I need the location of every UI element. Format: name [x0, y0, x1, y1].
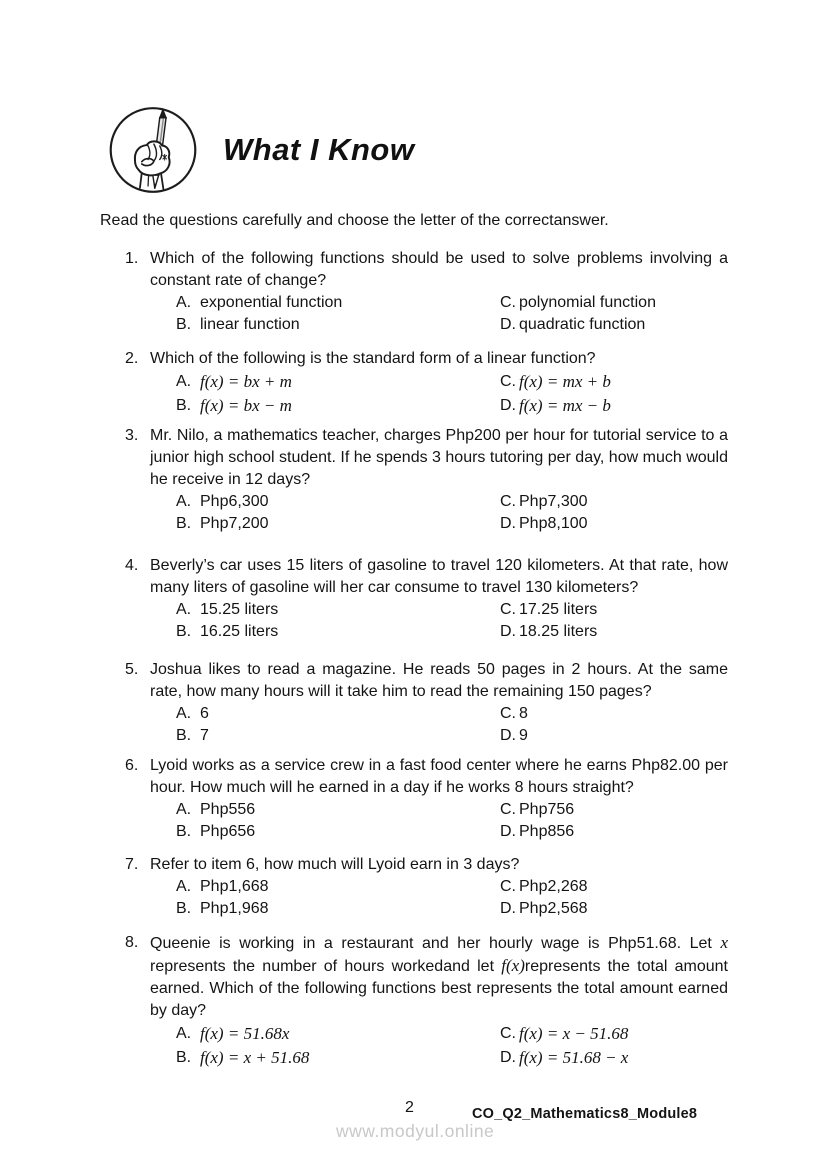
option-text: f(x) = 51.68x — [200, 1024, 290, 1043]
question-text — [150, 555, 728, 599]
option-text: Php8,100 — [519, 515, 588, 532]
option-text: exponential function — [200, 294, 343, 311]
option-d — [500, 621, 728, 643]
option-text: 16.25 liters — [200, 623, 279, 640]
option-text: Php7,300 — [519, 493, 588, 510]
option-text: f(x) = 51.68 − x — [519, 1048, 629, 1067]
option-c — [500, 370, 728, 394]
question-text-segment: Which of the following functions should be used to solve problems involving a constant rate of change? — [150, 250, 728, 289]
option-label: B. — [176, 397, 192, 414]
question-body — [150, 755, 728, 843]
option-c — [500, 599, 728, 621]
option-label: D. — [500, 515, 516, 532]
question-item — [100, 555, 728, 643]
options-grid — [150, 703, 728, 747]
option-label: B. — [176, 623, 192, 640]
option-text: Php556 — [200, 801, 256, 818]
question-item — [100, 348, 728, 418]
option-text: 8 — [519, 705, 528, 722]
question-text-segment: Beverly’s car uses 15 liters of gasoline to travel 120 kilometers. At that rate, how many liters of gasoline will her car consume to travel 130 kilometers? — [150, 557, 728, 596]
option-label: B. — [176, 316, 192, 333]
question-text — [150, 932, 728, 1022]
option-a — [176, 292, 500, 314]
option-text: Php856 — [519, 823, 575, 840]
option-c — [500, 703, 728, 725]
option-text: f(x) = bx + m — [200, 372, 292, 391]
option-b — [176, 394, 500, 418]
option-label: A. — [176, 601, 192, 618]
question-text — [150, 659, 728, 703]
question-body — [150, 348, 728, 418]
page-number: 2 — [405, 1099, 414, 1116]
question-text — [150, 755, 728, 799]
options-grid — [150, 1022, 728, 1070]
option-d — [500, 513, 728, 535]
question-text — [150, 425, 728, 491]
question-item — [100, 425, 728, 535]
question-number: 8. — [125, 934, 139, 951]
option-b — [176, 314, 500, 336]
option-text: quadratic function — [519, 316, 646, 333]
option-text: Php1,668 — [200, 878, 269, 895]
question-body — [150, 932, 728, 1070]
option-label: C. — [500, 878, 516, 895]
option-b — [176, 898, 500, 920]
option-label: B. — [176, 515, 192, 532]
question-text — [150, 248, 728, 292]
option-text: f(x) = mx − b — [519, 396, 611, 415]
option-label: D. — [500, 623, 516, 640]
options-grid — [150, 370, 728, 418]
option-label: C. — [500, 294, 516, 311]
option-d — [500, 394, 728, 418]
option-text: 7 — [200, 727, 209, 744]
option-a — [176, 799, 500, 821]
option-b — [176, 725, 500, 747]
option-label: A. — [176, 878, 192, 895]
question-item — [100, 248, 728, 336]
option-label: A. — [176, 1025, 192, 1042]
question-body — [150, 854, 728, 920]
option-c — [500, 491, 728, 513]
question-text-segment: Joshua likes to read a magazine. He reads 50 pages in 2 hours. At the same rate, how many hours will it take him to read the remaining 150 pages? — [150, 661, 728, 700]
option-text: Php1,968 — [200, 900, 269, 917]
question-number: 3. — [125, 427, 139, 444]
option-label: B. — [176, 727, 192, 744]
option-label: D. — [500, 900, 516, 917]
option-c — [500, 292, 728, 314]
option-label: C. — [500, 373, 516, 390]
question-text-segment: Lyoid works as a service crew in a fast food center where he earns Php82.00 per hour. How much will he earned in a day if he works 8 hours straight? — [150, 757, 728, 796]
question-body — [150, 425, 728, 535]
option-b — [176, 621, 500, 643]
option-a — [176, 370, 500, 394]
question-number: 6. — [125, 757, 139, 774]
option-label: D. — [500, 397, 516, 414]
option-label: A. — [176, 294, 192, 311]
instructions-text: Read the questions carefully and choose the letter of the correctanswer. — [100, 212, 609, 229]
option-d — [500, 821, 728, 843]
option-label: D. — [500, 727, 516, 744]
question-number: 1. — [125, 250, 139, 267]
option-c — [500, 799, 728, 821]
option-label: A. — [176, 493, 192, 510]
option-text: f(x) = x + 51.68 — [200, 1048, 310, 1067]
option-text: Php656 — [200, 823, 256, 840]
section-title: What I Know — [223, 132, 415, 167]
option-c — [500, 1022, 728, 1046]
question-item — [100, 932, 728, 1070]
question-text-segment: represents the number of hours workedand let — [150, 958, 502, 975]
option-b — [176, 821, 500, 843]
option-label: B. — [176, 900, 192, 917]
question-body — [150, 555, 728, 643]
option-label: D. — [500, 823, 516, 840]
option-label: A. — [176, 373, 192, 390]
option-text: f(x) = x − 51.68 — [519, 1024, 629, 1043]
question-item — [100, 854, 728, 920]
hand-writing-pencil-icon — [107, 105, 199, 195]
option-text: 18.25 liters — [519, 623, 598, 640]
question-text-segment: Which of the following is the standard form of a linear function? — [150, 350, 596, 367]
option-a — [176, 1022, 500, 1046]
option-text: Php6,300 — [200, 493, 269, 510]
option-d — [500, 1046, 728, 1070]
option-text: f(x) = mx + b — [519, 372, 611, 391]
question-text — [150, 348, 728, 370]
option-text: 17.25 liters — [519, 601, 598, 618]
option-text: f(x) = bx − m — [200, 396, 292, 415]
question-number: 2. — [125, 350, 139, 367]
question-body — [150, 248, 728, 336]
option-text: Php2,568 — [519, 900, 588, 917]
question-text-segment: Mr. Nilo, a mathematics teacher, charges Php200 per hour for tutorial service to a junior high school student. If he spends 3 hours tutoring per day, how much would he receive in 12 days? — [150, 427, 728, 488]
option-label: C. — [500, 801, 516, 818]
option-a — [176, 491, 500, 513]
options-grid — [150, 491, 728, 535]
option-d — [500, 314, 728, 336]
question-number: 4. — [125, 557, 139, 574]
option-a — [176, 703, 500, 725]
option-d — [500, 725, 728, 747]
inline-math: f(x) — [501, 956, 525, 975]
option-text: Php2,268 — [519, 878, 588, 895]
option-text: 9 — [519, 727, 528, 744]
option-label: B. — [176, 1049, 192, 1066]
option-text: polynomial function — [519, 294, 656, 311]
options-grid — [150, 799, 728, 843]
question-text-segment: Queenie is working in a restaurant and her hourly wage is Php51.68. Let — [150, 935, 721, 952]
option-a — [176, 876, 500, 898]
options-grid — [150, 599, 728, 643]
option-b — [176, 1046, 500, 1070]
option-text: Php756 — [519, 801, 575, 818]
option-label: A. — [176, 705, 192, 722]
question-number: 7. — [125, 856, 139, 873]
options-grid — [150, 876, 728, 920]
option-label: C. — [500, 601, 516, 618]
question-item — [100, 659, 728, 747]
watermark-text: www.modyul.online — [336, 1121, 495, 1141]
question-text — [150, 854, 728, 876]
question-text-segment: represents the total amount earned. Which of the following functions best represents the total amount earned by day? — [150, 958, 729, 1019]
option-text: Php7,200 — [200, 515, 269, 532]
option-b — [176, 513, 500, 535]
option-label: D. — [500, 316, 516, 333]
question-body — [150, 659, 728, 747]
option-label: C. — [500, 705, 516, 722]
question-item — [100, 755, 728, 843]
option-label: C. — [500, 493, 516, 510]
option-a — [176, 599, 500, 621]
option-text: 15.25 liters — [200, 601, 279, 618]
section-header — [107, 105, 728, 195]
inline-math: x — [720, 933, 728, 952]
question-text-segment: Refer to item 6, how much will Lyoid earn in 3 days? — [150, 856, 520, 873]
option-d — [500, 898, 728, 920]
question-number: 5. — [125, 661, 139, 678]
option-label: B. — [176, 823, 192, 840]
option-label: A. — [176, 801, 192, 818]
option-c — [500, 876, 728, 898]
option-label: C. — [500, 1025, 516, 1042]
option-text: linear function — [200, 316, 300, 333]
module-code: CO_Q2_Mathematics8_Module8 — [472, 1106, 698, 1122]
options-grid — [150, 292, 728, 336]
question-list — [100, 248, 728, 1070]
option-label: D. — [500, 1049, 516, 1066]
option-text: 6 — [200, 705, 209, 722]
